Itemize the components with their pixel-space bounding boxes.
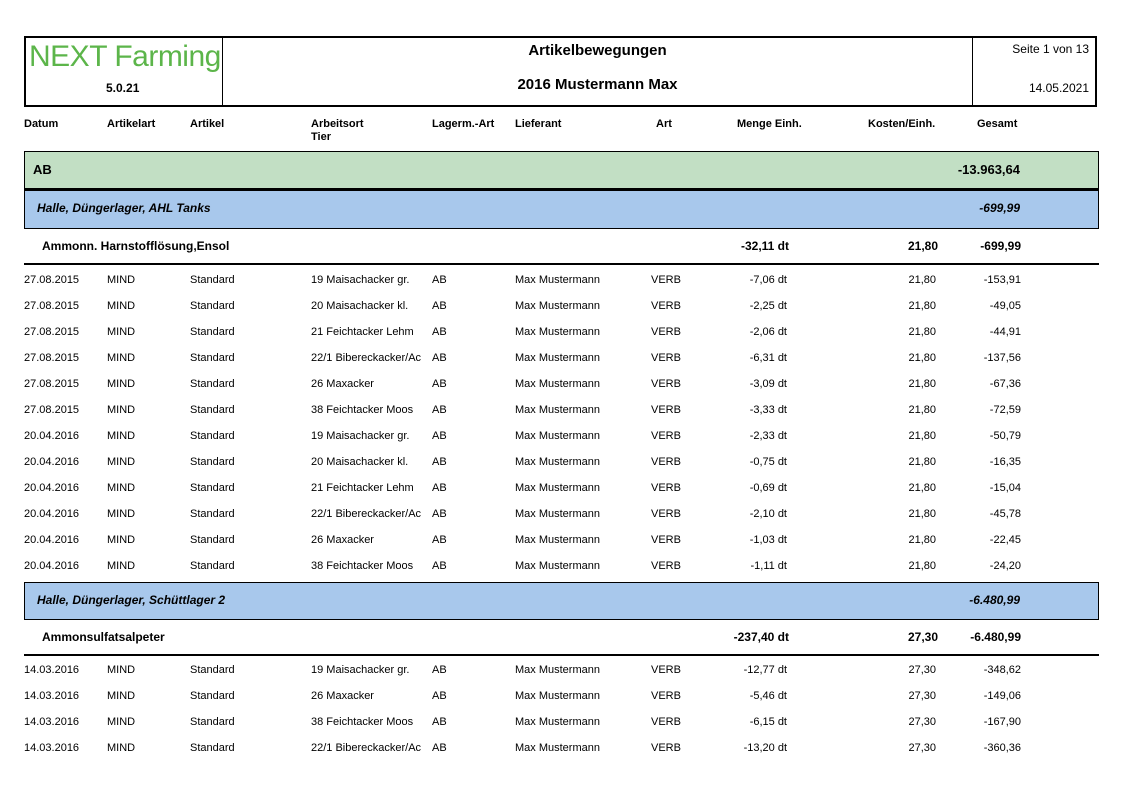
cell-artikelart: MIND	[107, 664, 136, 676]
cell-artikel: Standard	[190, 456, 235, 468]
cell-artikelart: MIND	[107, 456, 136, 468]
cell-art: VERB	[651, 430, 681, 442]
cell-datum: 27.08.2015	[24, 300, 80, 312]
table-row	[0, 560, 1122, 574]
cell-gesamt: -167,90	[983, 716, 1021, 728]
table-row	[0, 352, 1122, 366]
table-row	[0, 482, 1122, 496]
cell-gesamt: -137,56	[983, 352, 1021, 364]
cell-arbeitsort: 19 Maisachacker gr.	[311, 274, 410, 286]
cell-artikelart: MIND	[107, 742, 136, 754]
cell-lieferant: Max Mustermann	[515, 664, 600, 676]
cell-lieferant: Max Mustermann	[515, 430, 600, 442]
location-total: -699,99	[979, 201, 1020, 215]
cell-kosten: 21,80	[908, 508, 936, 520]
cell-art: VERB	[651, 352, 681, 364]
article-kosten: 27,30	[907, 630, 938, 644]
cell-arbeitsort: 26 Maxacker	[311, 690, 374, 702]
cell-lieferant: Max Mustermann	[515, 716, 600, 728]
cell-lieferant: Max Mustermann	[515, 378, 600, 390]
cell-art: VERB	[651, 560, 681, 572]
cell-datum: 27.08.2015	[24, 274, 80, 286]
cell-lagerm-art: AB	[432, 690, 447, 702]
cell-menge: -6,15 dt	[749, 716, 787, 728]
cell-gesamt: -153,91	[983, 274, 1021, 286]
cell-artikelart: MIND	[107, 482, 136, 494]
cell-arbeitsort: 26 Maxacker	[311, 378, 374, 390]
table-row	[0, 508, 1122, 522]
cell-gesamt: -45,78	[989, 508, 1021, 520]
location-band	[24, 190, 1099, 229]
cell-menge: -1,03 dt	[749, 534, 787, 546]
cell-art: VERB	[651, 482, 681, 494]
cell-datum: 14.03.2016	[24, 742, 80, 754]
cell-gesamt: -22,45	[989, 534, 1021, 546]
cell-gesamt: -49,05	[989, 300, 1021, 312]
cell-kosten: 27,30	[908, 742, 936, 754]
cell-artikelart: MIND	[107, 716, 136, 728]
cell-art: VERB	[651, 664, 681, 676]
cell-menge: -2,25 dt	[749, 300, 787, 312]
cell-lieferant: Max Mustermann	[515, 456, 600, 468]
article-menge: -237,40 dt	[733, 630, 789, 644]
cell-lagerm-art: AB	[432, 534, 447, 546]
cell-kosten: 21,80	[908, 534, 936, 546]
cell-arbeitsort: 38 Feichtacker Moos	[311, 716, 414, 728]
cell-gesamt: -360,36	[983, 742, 1021, 754]
cell-lagerm-art: AB	[432, 482, 447, 494]
cell-gesamt: -16,35	[989, 456, 1021, 468]
cell-menge: -0,75 dt	[749, 456, 787, 468]
cell-kosten: 27,30	[908, 716, 936, 728]
report-subtitle: 2016 Mustermann Max	[517, 76, 678, 93]
cell-arbeitsort: 20 Maisachacker kl.	[311, 300, 409, 312]
cell-lagerm-art: AB	[432, 716, 447, 728]
col-artikel: Artikel	[190, 118, 225, 130]
cell-datum: 20.04.2016	[24, 456, 80, 468]
col-lagerm-art: Lagerm.-Art	[432, 118, 495, 130]
table-row	[0, 404, 1122, 418]
table-row	[0, 716, 1122, 730]
cell-menge: -2,06 dt	[749, 326, 787, 338]
cell-gesamt: -24,20	[989, 560, 1021, 572]
cell-art: VERB	[651, 690, 681, 702]
next-farming-logo: NEXT Farming	[29, 40, 221, 73]
col-gesamt: Gesamt	[977, 118, 1018, 130]
cell-artikelart: MIND	[107, 430, 136, 442]
col-kosten: Kosten/Einh.	[868, 118, 936, 130]
cell-lieferant: Max Mustermann	[515, 352, 600, 364]
cell-artikel: Standard	[190, 508, 235, 520]
article-gesamt: -699,99	[980, 239, 1021, 253]
logo-cell	[26, 38, 223, 105]
cell-menge: -12,77 dt	[743, 664, 787, 676]
cell-menge: -7,06 dt	[749, 274, 787, 286]
table-row	[0, 690, 1122, 704]
table-row	[0, 430, 1122, 444]
cell-artikelart: MIND	[107, 300, 136, 312]
print-date: 14.05.2021	[1028, 81, 1089, 95]
cell-lagerm-art: AB	[432, 274, 447, 286]
cell-artikel: Standard	[190, 326, 235, 338]
cell-arbeitsort: 38 Feichtacker Moos	[311, 404, 414, 416]
cell-arbeitsort: 20 Maisachacker kl.	[311, 456, 409, 468]
cell-artikelart: MIND	[107, 352, 136, 364]
cell-datum: 20.04.2016	[24, 534, 80, 546]
page-number: Seite 1 von 13	[1012, 42, 1089, 56]
cell-artikelart: MIND	[107, 404, 136, 416]
cell-artikel: Standard	[190, 430, 235, 442]
cell-kosten: 21,80	[908, 352, 936, 364]
cell-datum: 20.04.2016	[24, 508, 80, 520]
table-row	[0, 274, 1122, 288]
cell-arbeitsort: 26 Maxacker	[311, 534, 374, 546]
cell-datum: 20.04.2016	[24, 430, 80, 442]
cell-lagerm-art: AB	[432, 352, 447, 364]
cell-artikel: Standard	[190, 534, 235, 546]
cell-menge: -2,10 dt	[749, 508, 787, 520]
article-name: Ammonsulfatsalpeter	[42, 630, 165, 644]
cell-datum: 14.03.2016	[24, 690, 80, 702]
cell-artikelart: MIND	[107, 534, 136, 546]
cell-artikel: Standard	[190, 664, 235, 676]
cell-lieferant: Max Mustermann	[515, 690, 600, 702]
cell-lagerm-art: AB	[432, 560, 447, 572]
table-row	[0, 300, 1122, 314]
cell-art: VERB	[651, 404, 681, 416]
cell-lagerm-art: AB	[432, 456, 447, 468]
table-row	[0, 664, 1122, 678]
cell-arbeitsort: 21 Feichtacker Lehm	[311, 326, 414, 338]
cell-arbeitsort: 21 Feichtacker Lehm	[311, 482, 414, 494]
cell-gesamt: -15,04	[989, 482, 1021, 494]
table-row	[0, 456, 1122, 470]
cell-kosten: 21,80	[908, 274, 936, 286]
cell-art: VERB	[651, 274, 681, 286]
cell-artikel: Standard	[190, 352, 235, 364]
cell-gesamt: -72,59	[989, 404, 1021, 416]
cell-datum: 27.08.2015	[24, 326, 80, 338]
cell-menge: -3,09 dt	[749, 378, 787, 390]
cell-lagerm-art: AB	[432, 430, 447, 442]
cell-menge: -0,69 dt	[749, 482, 787, 494]
cell-artikel: Standard	[190, 482, 235, 494]
article-row	[24, 229, 1099, 265]
location-total: -6.480,99	[969, 593, 1020, 607]
cell-kosten: 21,80	[908, 560, 936, 572]
cell-lagerm-art: AB	[432, 300, 447, 312]
cell-artikel: Standard	[190, 404, 235, 416]
report-title: Artikelbewegungen	[528, 42, 667, 59]
cell-kosten: 27,30	[908, 664, 936, 676]
cell-artikel: Standard	[190, 300, 235, 312]
col-menge: Menge Einh.	[737, 118, 802, 130]
cell-menge: -6,31 dt	[749, 352, 787, 364]
cell-kosten: 21,80	[908, 300, 936, 312]
cell-art: VERB	[651, 534, 681, 546]
cell-lieferant: Max Mustermann	[515, 560, 600, 572]
cell-artikel: Standard	[190, 378, 235, 390]
cell-artikelart: MIND	[107, 560, 136, 572]
cell-datum: 27.08.2015	[24, 352, 80, 364]
cell-kosten: 21,80	[908, 326, 936, 338]
cell-arbeitsort: 22/1 Bibereckacker/Ac	[311, 742, 422, 754]
cell-artikelart: MIND	[107, 378, 136, 390]
cell-artikel: Standard	[190, 560, 235, 572]
cell-lagerm-art: AB	[432, 326, 447, 338]
cell-lieferant: Max Mustermann	[515, 404, 600, 416]
cell-artikel: Standard	[190, 716, 235, 728]
cell-arbeitsort: 22/1 Bibereckacker/Ac	[311, 352, 422, 364]
cell-lieferant: Max Mustermann	[515, 742, 600, 754]
cell-menge: -1,11 dt	[750, 560, 787, 572]
cell-datum: 14.03.2016	[24, 716, 80, 728]
cell-artikelart: MIND	[107, 508, 136, 520]
cell-art: VERB	[651, 378, 681, 390]
cell-kosten: 21,80	[908, 482, 936, 494]
cell-lieferant: Max Mustermann	[515, 300, 600, 312]
cell-kosten: 21,80	[908, 404, 936, 416]
cell-lagerm-art: AB	[432, 404, 447, 416]
group-band	[24, 151, 1099, 190]
cell-lieferant: Max Mustermann	[515, 326, 600, 338]
group-total: -13.963,64	[957, 162, 1020, 177]
location-label: Halle, Düngerlager, AHL Tanks	[37, 201, 211, 215]
cell-gesamt: -348,62	[983, 664, 1021, 676]
cell-menge: -2,33 dt	[749, 430, 787, 442]
cell-lieferant: Max Mustermann	[515, 274, 600, 286]
cell-lagerm-art: AB	[432, 508, 447, 520]
col-lieferant: Lieferant	[515, 118, 562, 130]
cell-lagerm-art: AB	[432, 378, 447, 390]
table-row	[0, 326, 1122, 340]
cell-artikelart: MIND	[107, 326, 136, 338]
version-label: 5.0.21	[106, 81, 140, 95]
cell-menge: -5,46 dt	[749, 690, 787, 702]
cell-lagerm-art: AB	[432, 664, 447, 676]
cell-artikelart: MIND	[107, 690, 136, 702]
article-row	[24, 620, 1099, 656]
page-info-cell	[972, 38, 1095, 105]
cell-arbeitsort: 19 Maisachacker gr.	[311, 430, 410, 442]
cell-lieferant: Max Mustermann	[515, 508, 600, 520]
article-name: Ammonn. Harnstofflösung,Ensol	[42, 239, 230, 253]
col-datum: Datum	[24, 118, 59, 130]
cell-art: VERB	[651, 456, 681, 468]
col-artikelart: Artikelart	[107, 118, 156, 130]
cell-art: VERB	[651, 300, 681, 312]
cell-gesamt: -50,79	[989, 430, 1021, 442]
cell-arbeitsort: 19 Maisachacker gr.	[311, 664, 410, 676]
cell-arbeitsort: 38 Feichtacker Moos	[311, 560, 414, 572]
cell-menge: -13,20 dt	[743, 742, 787, 754]
group-label: AB	[33, 162, 52, 177]
cell-artikel: Standard	[190, 274, 235, 286]
cell-artikelart: MIND	[107, 274, 136, 286]
cell-kosten: 21,80	[908, 430, 936, 442]
report-header	[24, 36, 1097, 107]
cell-kosten: 21,80	[908, 378, 936, 390]
cell-lieferant: Max Mustermann	[515, 482, 600, 494]
cell-artikel: Standard	[190, 690, 235, 702]
cell-gesamt: -149,06	[983, 690, 1021, 702]
cell-art: VERB	[651, 716, 681, 728]
article-menge: -32,11 dt	[740, 239, 789, 253]
cell-arbeitsort: 22/1 Bibereckacker/Ac	[311, 508, 422, 520]
cell-gesamt: -44,91	[989, 326, 1021, 338]
article-kosten: 21,80	[907, 239, 938, 253]
cell-menge: -3,33 dt	[749, 404, 787, 416]
table-row	[0, 534, 1122, 548]
cell-lagerm-art: AB	[432, 742, 447, 754]
col-arbeitsort: Arbeitsort Tier	[311, 118, 364, 143]
location-band	[24, 582, 1099, 620]
cell-gesamt: -67,36	[989, 378, 1021, 390]
cell-kosten: 21,80	[908, 456, 936, 468]
cell-art: VERB	[651, 508, 681, 520]
cell-art: VERB	[651, 326, 681, 338]
cell-datum: 14.03.2016	[24, 664, 80, 676]
cell-datum: 20.04.2016	[24, 560, 80, 572]
cell-artikel: Standard	[190, 742, 235, 754]
table-row	[0, 378, 1122, 392]
table-row	[0, 742, 1122, 756]
cell-kosten: 27,30	[908, 690, 936, 702]
col-art: Art	[656, 118, 672, 130]
cell-datum: 27.08.2015	[24, 404, 80, 416]
cell-art: VERB	[651, 742, 681, 754]
cell-lieferant: Max Mustermann	[515, 534, 600, 546]
article-gesamt: -6.480,99	[970, 630, 1021, 644]
cell-datum: 20.04.2016	[24, 482, 80, 494]
cell-datum: 27.08.2015	[24, 378, 80, 390]
location-label: Halle, Düngerlager, Schüttlager 2	[37, 593, 226, 607]
